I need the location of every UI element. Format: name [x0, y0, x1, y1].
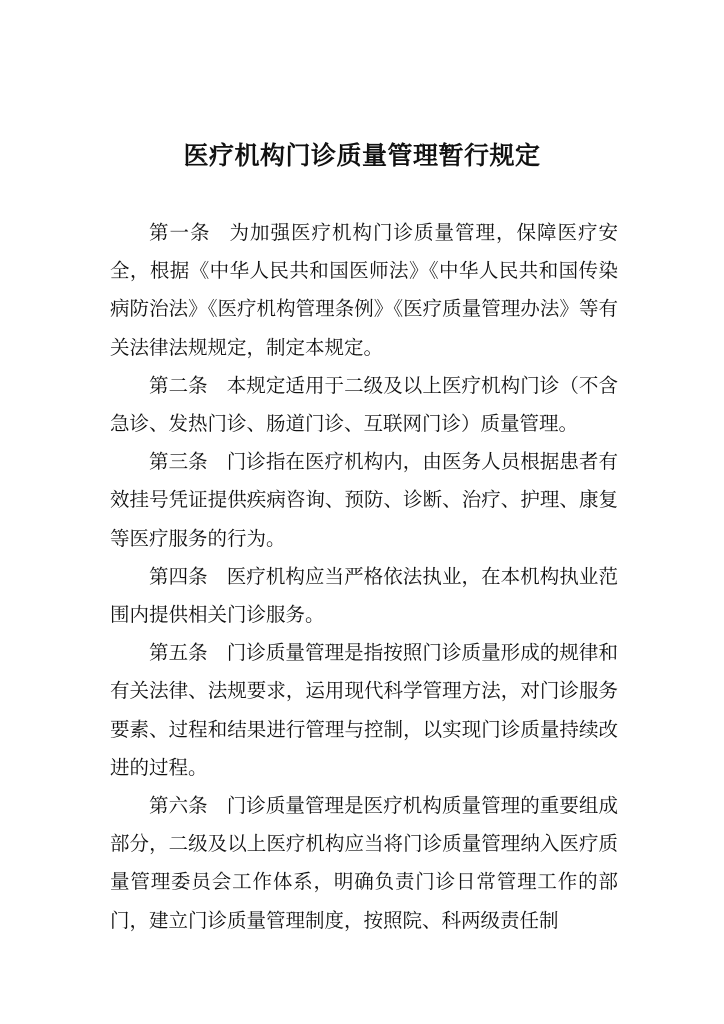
article-1 — [110, 214, 618, 367]
article-text: 本规定适用于二级及以上医疗机构门诊（不含急诊、发热门诊、肠道门诊、互联网门诊）质量管理。 — [110, 373, 618, 436]
article-5 — [110, 634, 618, 787]
article-4 — [110, 558, 618, 634]
document-title: 医疗机构门诊质量管理暂行规定 — [183, 141, 541, 170]
article-label: 第二条 — [149, 373, 208, 397]
article-label: 第六条 — [149, 794, 208, 818]
article-text: 门诊质量管理是医疗机构质量管理的重要组成部分，二级及以上医疗机构应当将门诊质量管理纳入医疗质量管理委员会工作体系，明确负责门诊日常管理工作的部门，建立门诊质量管理制度，按照院、科两级责任制 — [110, 794, 618, 932]
article-text: 门诊质量管理是指按照门诊质量形成的规律和有关法律、法规要求，运用现代科学管理方法，对门诊服务要素、过程和结果进行管理与控制，以实现门诊质量持续改进的过程。 — [110, 641, 618, 779]
article-label: 第一条 — [149, 221, 211, 244]
article-text: 门诊指在医疗机构内，由医务人员根据患者有效挂号凭证提供疾病咨询、预防、诊断、治疗、护理、康复等医疗服务的行为。 — [110, 450, 618, 550]
article-label: 第四条 — [149, 564, 208, 588]
article-text: 为加强医疗机构门诊质量管理，保障医疗安全，根据《中华人民共和国医师法》《中华人民共和国传染病防治法》《医疗机构管理条例》《医疗质量管理办法》等有关法律法规规定，制定本规定。 — [110, 221, 618, 359]
article-2 — [110, 367, 618, 443]
article-6 — [110, 787, 618, 940]
document-body — [110, 214, 618, 940]
article-text: 医疗机构应当严格依法执业，在本机构执业范围内提供相关门诊服务。 — [110, 564, 618, 627]
article-label: 第五条 — [149, 641, 208, 665]
article-3 — [110, 443, 618, 558]
article-label: 第三条 — [149, 450, 208, 474]
